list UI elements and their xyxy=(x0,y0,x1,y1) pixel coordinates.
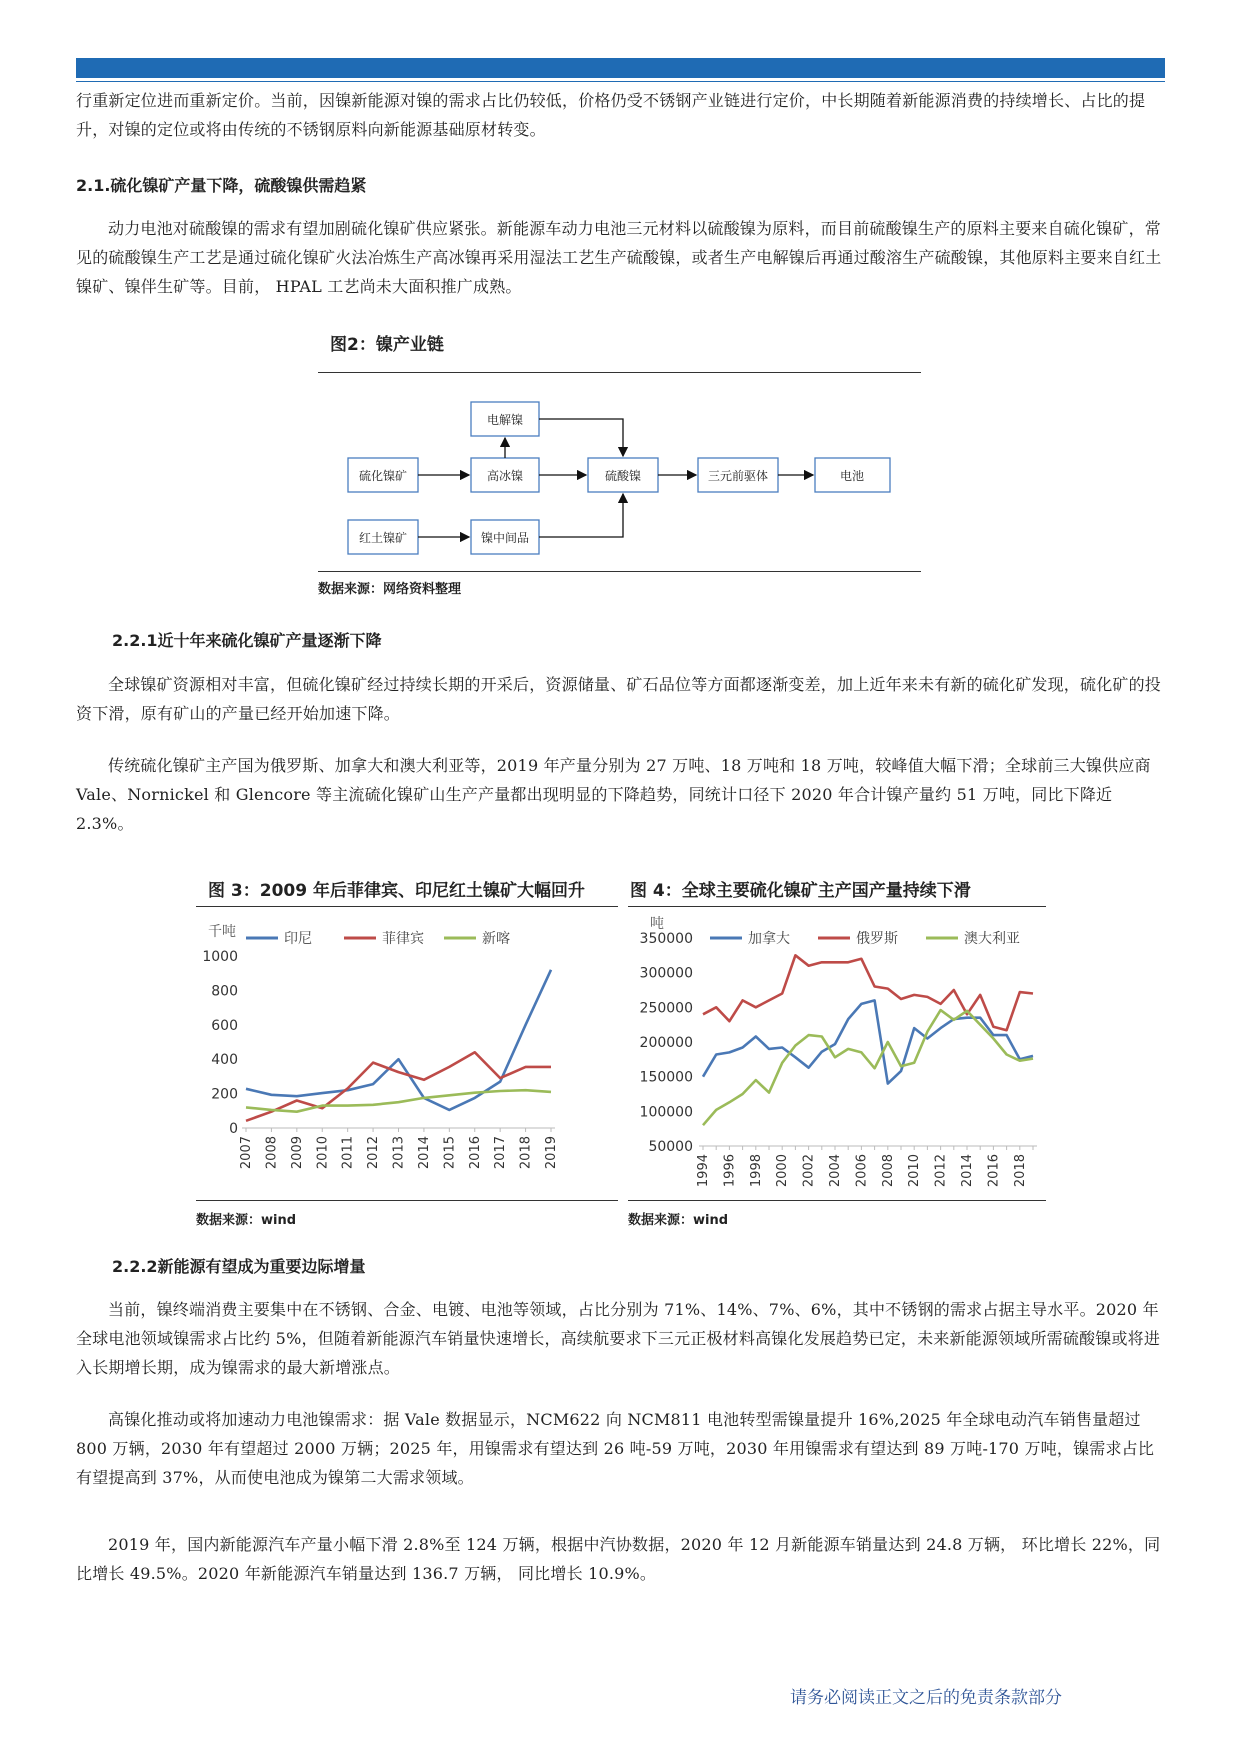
series-line-2 xyxy=(246,1090,551,1112)
section-2-1-paragraph: 动力电池对硫酸镍的需求有望加剧硫化镍矿供应紧张。新能源车动力电池三元材料以硫酸镍为原料，而目前硫酸镍生产的原料主要来自硫化镍矿，常见的硫酸镍生产工艺是通过硫化镍矿火法冶炼生产高冰镍再采用湿法工艺生产硫酸镍，或者生产电解镍后再通过酸溶生产硫酸镍，其他原料主要来自红土镍矿、镍伴生矿等。目前， HPAL 工艺尚未大面积推广成熟。 xyxy=(76,219,1162,296)
legend-label-0: 加拿大 xyxy=(748,931,790,947)
chart-sulfide-nickel xyxy=(628,910,1046,1200)
section-2-2-1-paragraph1: 全球镍矿资源相对丰富，但硫化镍矿经过持续长期的开采后，资源储量、矿石品位等方面都逐渐变差，加上近年来未有新的硫化矿发现，硫化矿的投资下滑，原有矿山的产量已经开始加速下降。 xyxy=(76,675,1162,723)
chart3-unit: 千吨 xyxy=(208,924,236,940)
x-tick-label: 2015 xyxy=(442,1136,458,1170)
legend-label-2: 澳大利亚 xyxy=(964,931,1020,947)
y-tick-label: 150000 xyxy=(639,1069,693,1086)
x-tick-label: 2018 xyxy=(1012,1154,1028,1188)
x-tick-label: 2008 xyxy=(264,1136,280,1170)
x-tick-label: 2011 xyxy=(340,1136,356,1170)
x-tick-label: 2012 xyxy=(933,1154,949,1188)
arrow-dianjie-liusuan xyxy=(539,419,623,456)
section-2-2-2-heading: 2.2.2新能源有望成为重要边际增量 xyxy=(112,1257,366,1276)
section-2-2-2-paragraph1: 当前，镍终端消费主要集中在不锈钢、合金、电镀、电池等领域，占比分别为 71%、14%、7%、6%，其中不锈钢的需求占据主导水平。2020 年全球电池领域镍需求占比约 5%，但随着新能源汽车销量快速增长，高续航要求下三元正极材料高镍化发展趋势已定，未来新能源领域所需硫酸镍或将进入长期增长期，成为镍需求的最大新增涨点。 xyxy=(76,1300,1161,1377)
header-rule xyxy=(76,81,1165,82)
series-line-2 xyxy=(703,1010,1033,1125)
figure3-top-rule xyxy=(196,906,618,907)
figure2-bottom-rule xyxy=(318,571,921,572)
section-2-1-heading: 2.1.硫化镍矿产量下降，硫酸镍供需趋紧 xyxy=(76,176,367,195)
node-gaobing: 高冰镍 xyxy=(486,469,524,483)
node-liuhua: 硫化镍矿 xyxy=(358,469,408,483)
x-tick-label: 1998 xyxy=(748,1154,764,1188)
y-tick-label: 350000 xyxy=(639,931,693,947)
x-tick-label: 2018 xyxy=(518,1136,534,1170)
y-tick-label: 200000 xyxy=(639,1035,693,1051)
chart3-series xyxy=(246,970,551,1121)
chart3-legend xyxy=(246,930,510,947)
y-tick-label: 800 xyxy=(211,983,238,1000)
x-tick-label: 2016 xyxy=(986,1154,1002,1188)
y-tick-label: 100000 xyxy=(639,1104,693,1121)
figure3-bottom-rule xyxy=(196,1200,618,1201)
node-hongtu: 红土镍矿 xyxy=(358,531,408,545)
y-tick-label: 250000 xyxy=(639,1000,693,1017)
y-tick-label: 600 xyxy=(211,1017,238,1034)
x-tick-label: 2007 xyxy=(239,1136,254,1170)
x-tick-label: 2008 xyxy=(880,1154,896,1188)
y-tick-label: 50000 xyxy=(648,1139,693,1155)
node-sanyuan: 三元前驱体 xyxy=(707,469,769,483)
x-tick-label: 2013 xyxy=(391,1136,407,1170)
x-tick-label: 2014 xyxy=(960,1154,975,1188)
legend-label-1: 菲律宾 xyxy=(382,931,424,947)
chart4-unit: 吨 xyxy=(650,916,664,932)
disclaimer-footer: 请务必阅读正文之后的免责条款部分 xyxy=(790,1688,1062,1708)
node-zhongjian: 镍中间品 xyxy=(480,531,530,545)
figure4-bottom-rule xyxy=(628,1200,1046,1201)
section-2-2-1-heading: 2.2.1近十年来硫化镍矿产量逐渐下降 xyxy=(112,631,382,650)
figure2-title: 图2：镍产业链 xyxy=(330,335,444,355)
x-tick-label: 2002 xyxy=(801,1154,817,1188)
x-tick-label: 2006 xyxy=(854,1154,870,1188)
x-tick-label: 1994 xyxy=(696,1154,711,1188)
intro-paragraph: 行重新定位进而重新定价。当前，因镍新能源对镍的需求占比仍较低，价格仍受不锈钢产业链进行定价，中长期随着新能源消费的持续增长、占比的提升，对镍的定位或将由传统的不锈钢原料向新能源基础原材转变。 xyxy=(76,91,1146,139)
node-dianjie: 电解镍 xyxy=(486,413,524,427)
chart3-axes xyxy=(202,949,559,1169)
arrow-zhongjian-liusuan xyxy=(539,494,623,537)
figure2-top-rule xyxy=(318,372,921,373)
x-tick-label: 2009 xyxy=(289,1136,305,1170)
series-line-1 xyxy=(703,955,1033,1030)
node-dianchi: 电池 xyxy=(839,469,865,483)
chart4-series xyxy=(703,955,1033,1125)
header-bar xyxy=(76,58,1165,78)
y-tick-label: 0 xyxy=(229,1121,238,1137)
figure4-title: 图 4：全球主要硫化镍矿主产国产量持续下滑 xyxy=(630,881,971,901)
x-tick-label: 2004 xyxy=(828,1154,843,1188)
y-tick-label: 300000 xyxy=(639,965,693,982)
figure4-top-rule xyxy=(628,906,1046,907)
series-line-0 xyxy=(246,970,551,1110)
series-line-0 xyxy=(703,1000,1033,1083)
x-tick-label: 2016 xyxy=(467,1136,483,1170)
legend-label-0: 印尼 xyxy=(284,931,312,947)
x-tick-label: 2012 xyxy=(366,1136,382,1170)
chart-laterite-nickel xyxy=(196,910,618,1200)
nickel-chain-diagram xyxy=(318,385,921,570)
section-2-2-2-paragraph3: 2019 年，国内新能源汽车产量小幅下滑 2.8%至 124 万辆，根据中汽协数据，2020 年 12 月新能源车销量达到 24.8 万辆， 环比增长 22%，同比增长 49.5%。2020 年新能源汽车销量达到 136.7 万辆， 同比增长 10.9%。 xyxy=(76,1535,1161,1583)
chart4-legend xyxy=(710,930,1020,947)
x-tick-label: 2019 xyxy=(544,1136,559,1170)
figure3-title: 图 3：2009 年后菲律宾、印尼红土镍矿大幅回升 xyxy=(208,881,585,901)
x-tick-label: 2000 xyxy=(775,1154,791,1188)
y-tick-label: 200 xyxy=(211,1086,238,1103)
section-2-2-1-paragraph2: 传统硫化镍矿主产国为俄罗斯、加拿大和澳大利亚等，2019 年产量分别为 27 万吨、18 万吨和 18 万吨，较峰值大幅下滑；全球前三大镍供应商 Vale、Nornickel 和 Glencore 等主流硫化镍矿山生产产量都出现明显的下降趋势，同统计口径下 2020 年合计镍产量约 51 万吨，同比下降近 2.3%。 xyxy=(76,756,1151,833)
section-2-2-2-paragraph2: 高镍化推动或将加速动力电池镍需求：据 Vale 数据显示，NCM622 向 NCM811 电池转型需镍量提升 16%,2025 年全球电动汽车销售量超过 800 万辆，2030 年有望超过 2000 万辆；2025 年，用镍需求有望达到 26 吨-59 万吨，2030 年用镍需求有望达到 89 万吨-170 万吨，镍需求占比有望提高到 37%，从而使电池成为镍第二大需求领域。 xyxy=(76,1410,1155,1487)
figure2-source: 数据来源：网络资料整理 xyxy=(318,582,462,597)
legend-label-2: 新喀 xyxy=(482,931,510,947)
x-tick-label: 2010 xyxy=(907,1154,923,1188)
chart4-axes xyxy=(640,931,1037,1187)
x-tick-label: 2010 xyxy=(315,1136,331,1170)
x-tick-label: 2014 xyxy=(416,1136,432,1170)
node-liusuan: 硫酸镍 xyxy=(604,469,642,483)
x-tick-label: 2017 xyxy=(493,1136,509,1170)
y-tick-label: 400 xyxy=(211,1052,238,1069)
legend-label-1: 俄罗斯 xyxy=(856,931,898,947)
y-tick-label: 1000 xyxy=(202,949,238,965)
figure4-source: 数据来源：wind xyxy=(628,1213,729,1228)
x-tick-label: 1996 xyxy=(722,1154,738,1188)
figure3-source: 数据来源：wind xyxy=(196,1213,297,1228)
